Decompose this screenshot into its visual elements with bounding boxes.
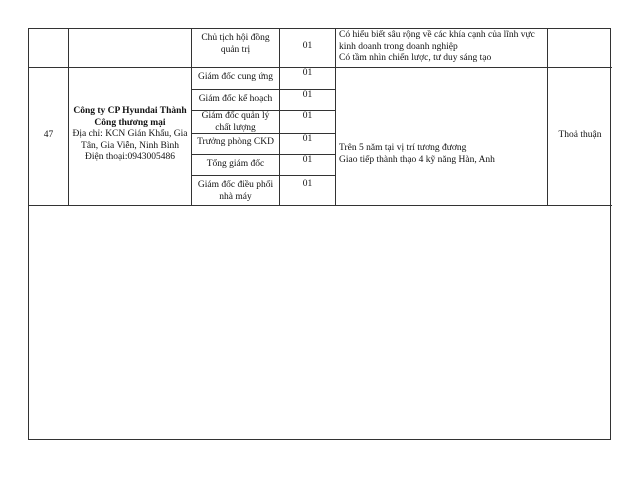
recruitment-table [28,28,611,440]
company-name-line-1: Công ty CP Hyundai Thành [73,106,187,116]
requirements-47: Trên 5 năm tại vị trí tương đương Giao tiếp thành thạo 4 kỹ năng Hàn, Anh [339,143,495,165]
row-divider-pos-5 [191,175,335,176]
quantity-general-director: 01 [302,155,313,165]
quantity-ckd-head: 01 [302,134,313,144]
salary: Thoả thuận [558,130,602,140]
quantity-supply-director: 01 [302,68,313,78]
company-address-line-1: Địa chỉ: KCN Gián Khẩu, Gia [72,129,188,139]
position-quality-director: Giám đốc quản lý chất lượng [201,111,270,133]
col-divider-4 [335,29,336,206]
col-divider-5 [547,29,548,206]
position-supply-director: Giám đốc cung ứng [197,72,274,82]
position-chairman: Chủ tịch hội đồng quản trị [201,33,270,55]
company-info [69,106,191,164]
row-number: 47 [43,130,54,140]
quantity-quality-director: 01 [302,111,313,121]
position-planning-director: Giám đốc kế hoạch [198,94,273,104]
quantity-chairman: 01 [302,41,313,51]
quantity-plant-coordinator: 01 [302,179,313,189]
position-plant-coordinator: Giám đốc điều phối nhà máy [197,180,274,202]
company-address-line-2: Tân, Gia Viễn, Ninh Bình [81,140,179,151]
quantity-planning-director: 01 [302,90,313,100]
position-ckd-head: Trưởng phòng CKD [197,137,274,147]
company-phone: Điện thoại:0943005486 [85,152,175,162]
row-divider-end [29,205,612,206]
position-general-director: Tổng giám đốc [206,159,265,169]
requirements-prev: Có hiểu biết sâu rộng về các khía cạnh của lĩnh vực kinh doanh trong doanh nghiệp Có tầm nhìn chiến lược, tư duy sáng tạo [339,30,535,63]
company-name-line-2: Công thương mại [94,117,166,128]
